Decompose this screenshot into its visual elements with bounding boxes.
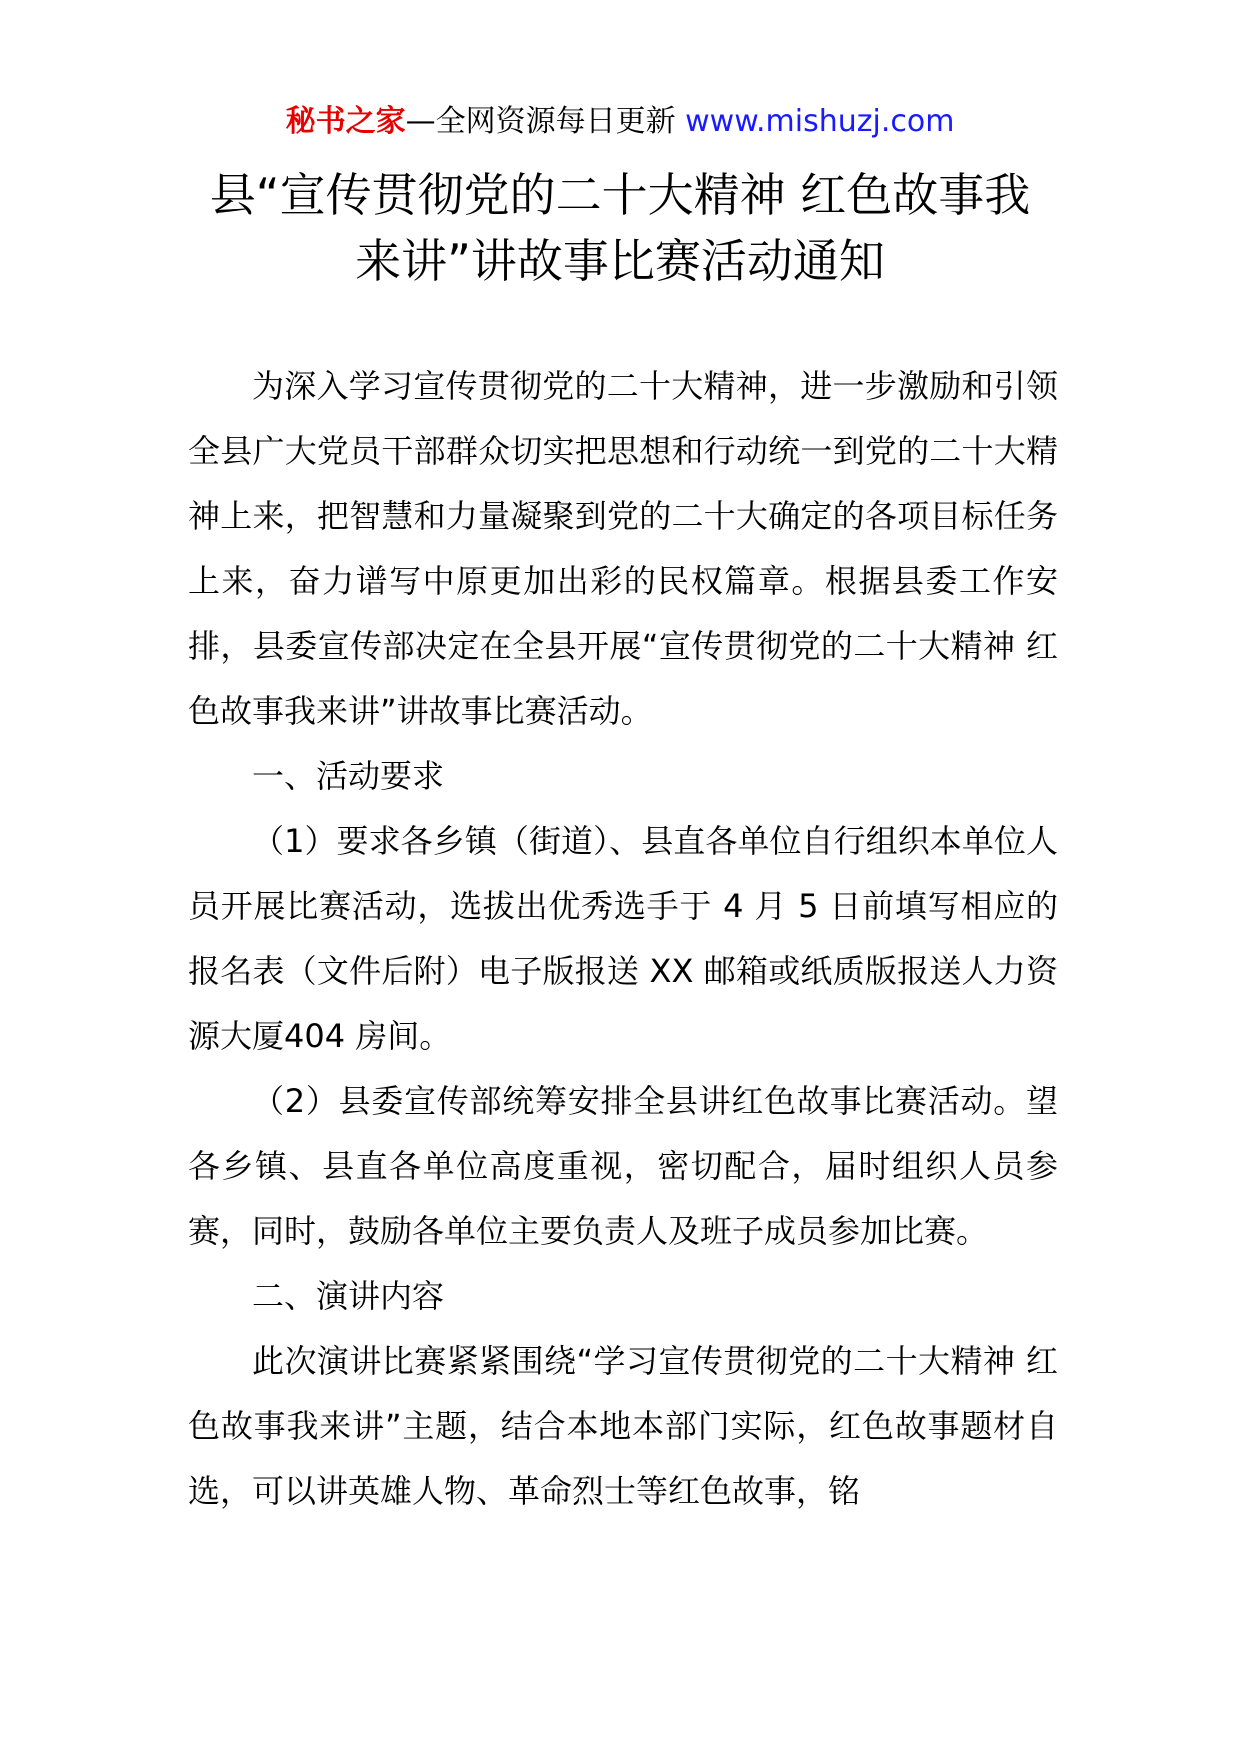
title-line-2: 来讲”讲故事比赛活动通知 bbox=[355, 234, 885, 288]
section-2-paragraph: 此次演讲比赛紧紧围绕“学习宣传贯彻党的二十大精神 红色故事我来讲”主题，结合本地本部门实际，红色故事题材自选，可以讲英雄人物、革命烈士等红色故事，铭 bbox=[188, 1342, 1058, 1510]
site-url-link[interactable]: www.mishuzj.com bbox=[685, 104, 955, 139]
section-1-item-2: （2）县委宣传部统筹安排全县讲红色故事比赛活动。望各乡镇、县直各单位高度重视，密切配合，届时组织人员参赛，同时，鼓励各单位主要负责人及班子成员参加比赛。 bbox=[188, 1082, 1058, 1250]
brand-name: 秘书之家 bbox=[285, 104, 406, 139]
section-1-item-1: （1）要求各乡镇（街道）、县直各单位自行组织本单位人员开展比赛活动，选拔出优秀选手于 4 月 5 日前填写相应的报名表（文件后附）电子版报送 XX 邮箱或纸质版报送人力资源大厦404 房间。 bbox=[188, 822, 1058, 1055]
document-body bbox=[188, 354, 1058, 1524]
title-line-1: 县“宣传贯彻党的二十大精神 红色故事我 bbox=[209, 168, 1031, 222]
document-title bbox=[180, 162, 1060, 294]
section-1-heading: 一、活动要求 bbox=[252, 757, 445, 795]
intro-paragraph: 为深入学习宣传贯彻党的二十大精神，进一步激励和引领全县广大党员干部群众切实把思想和行动统一到党的二十大精神上来，把智慧和力量凝聚到党的二十大确定的各项目标任务上来，奋力谱写中原更加出彩的民权篇章。根据县委工作安排，县委宣传部决定在全县开展“宣传贯彻党的二十大精神 红色故事我来讲”讲故事比赛活动。 bbox=[188, 367, 1058, 730]
section-2-heading: 二、演讲内容 bbox=[252, 1277, 445, 1315]
site-header bbox=[0, 102, 1240, 142]
header-slogan: —全网资源每日更新 bbox=[405, 104, 686, 139]
